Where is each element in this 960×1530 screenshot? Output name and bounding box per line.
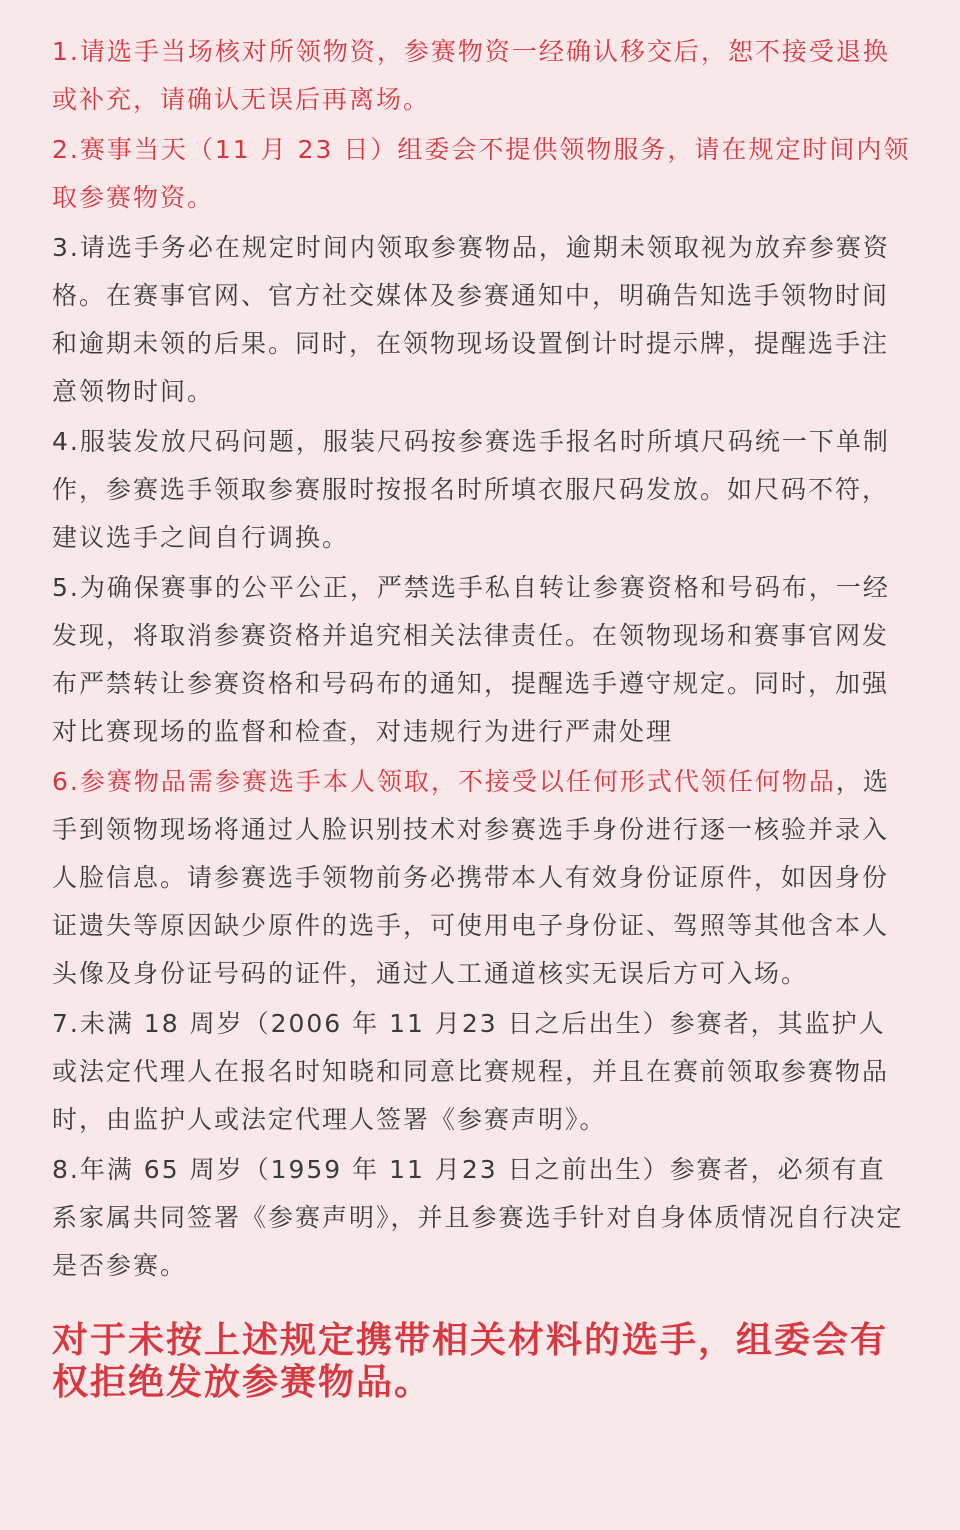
rule-item-3: [52, 224, 912, 416]
rule-number-7: 7.: [52, 1009, 80, 1038]
rule-number-4: 4.: [52, 427, 80, 456]
rule-highlight-6: 参赛物品需参赛选手本人领取，不接受以任何形式代领任何物品: [79, 767, 836, 796]
rule-text-8: 年满 65 周岁（1959 年 11 月23 日之前出生）参赛者，必须有直系家属共同签署《参赛声明》，并且参赛选手针对自身体质情况自行决定是否参赛。: [52, 1155, 904, 1280]
rule-number-3: 3.: [52, 233, 80, 262]
closing-notice: 对于未按上述规定携带相关材料的选手，组委会有权拒绝发放参赛物品。: [52, 1320, 889, 1403]
rule-item-8: [52, 1146, 912, 1290]
rule-text-1: 请选手当场核对所领物资，参赛物资一经确认移交后，恕不接受退换或补充，请确认无误后再离场。: [52, 37, 890, 114]
rule-item-6: [52, 758, 912, 998]
rule-number-6: 6.: [52, 767, 80, 796]
rule-number-5: 5.: [52, 573, 80, 602]
rule-item-4: [52, 418, 912, 562]
rule-text-6: ，选手到领物现场将通过人脸识别技术对参赛选手身份进行逐一核验并录入人脸信息。请参赛选手领物前务必携带本人有效身份证原件，如因身份证遗失等原因缺少原件的选手，可使用电子身份证、驾照等其他含本人头像及身份证号码的证件，通过人工通道核实无误后方可入场。: [52, 767, 890, 988]
rules-document: [52, 28, 912, 1404]
rule-number-8: 8.: [52, 1155, 80, 1184]
rule-item-5: [52, 564, 912, 756]
rule-text-2: 赛事当天（11 月 23 日）组委会不提供领物服务，请在规定时间内领取参赛物资。: [52, 135, 911, 212]
rule-text-3: 请选手务必在规定时间内领取参赛物品，逾期未领取视为放弃参赛资格。在赛事官网、官方社交媒体及参赛通知中，明确告知选手领物时间和逾期未领的后果。同时，在领物现场设置倒计时提示牌，提醒选手注意领物时间。: [52, 233, 890, 406]
rule-text-5: 为确保赛事的公平公正，严禁选手私自转让参赛资格和号码布，一经发现，将取消参赛资格并追究相关法律责任。在领物现场和赛事官网发布严禁转让参赛资格和号码布的通知，提醒选手遵守规定。同时，加强对比赛现场的监督和检查，对违规行为进行严肃处理: [52, 573, 890, 746]
rule-number-2: 2.: [52, 135, 80, 164]
rule-text-4: 服装发放尺码问题，服装尺码按参赛选手报名时所填尺码统一下单制作，参赛选手领取参赛服时按报名时所填衣服尺码发放。如尺码不符，建议选手之间自行调换。: [52, 427, 890, 552]
rule-number-1: 1.: [52, 37, 80, 66]
rule-item-1: [52, 28, 912, 124]
rule-item-2: [52, 126, 912, 222]
rule-item-7: [52, 1000, 912, 1144]
rule-text-7: 未满 18 周岁（2006 年 11 月23 日之后出生）参赛者，其监护人或法定代理人在报名时知晓和同意比赛规程，并且在赛前领取参赛物品时，由监护人或法定代理人签署《参赛声明》。: [52, 1009, 890, 1134]
